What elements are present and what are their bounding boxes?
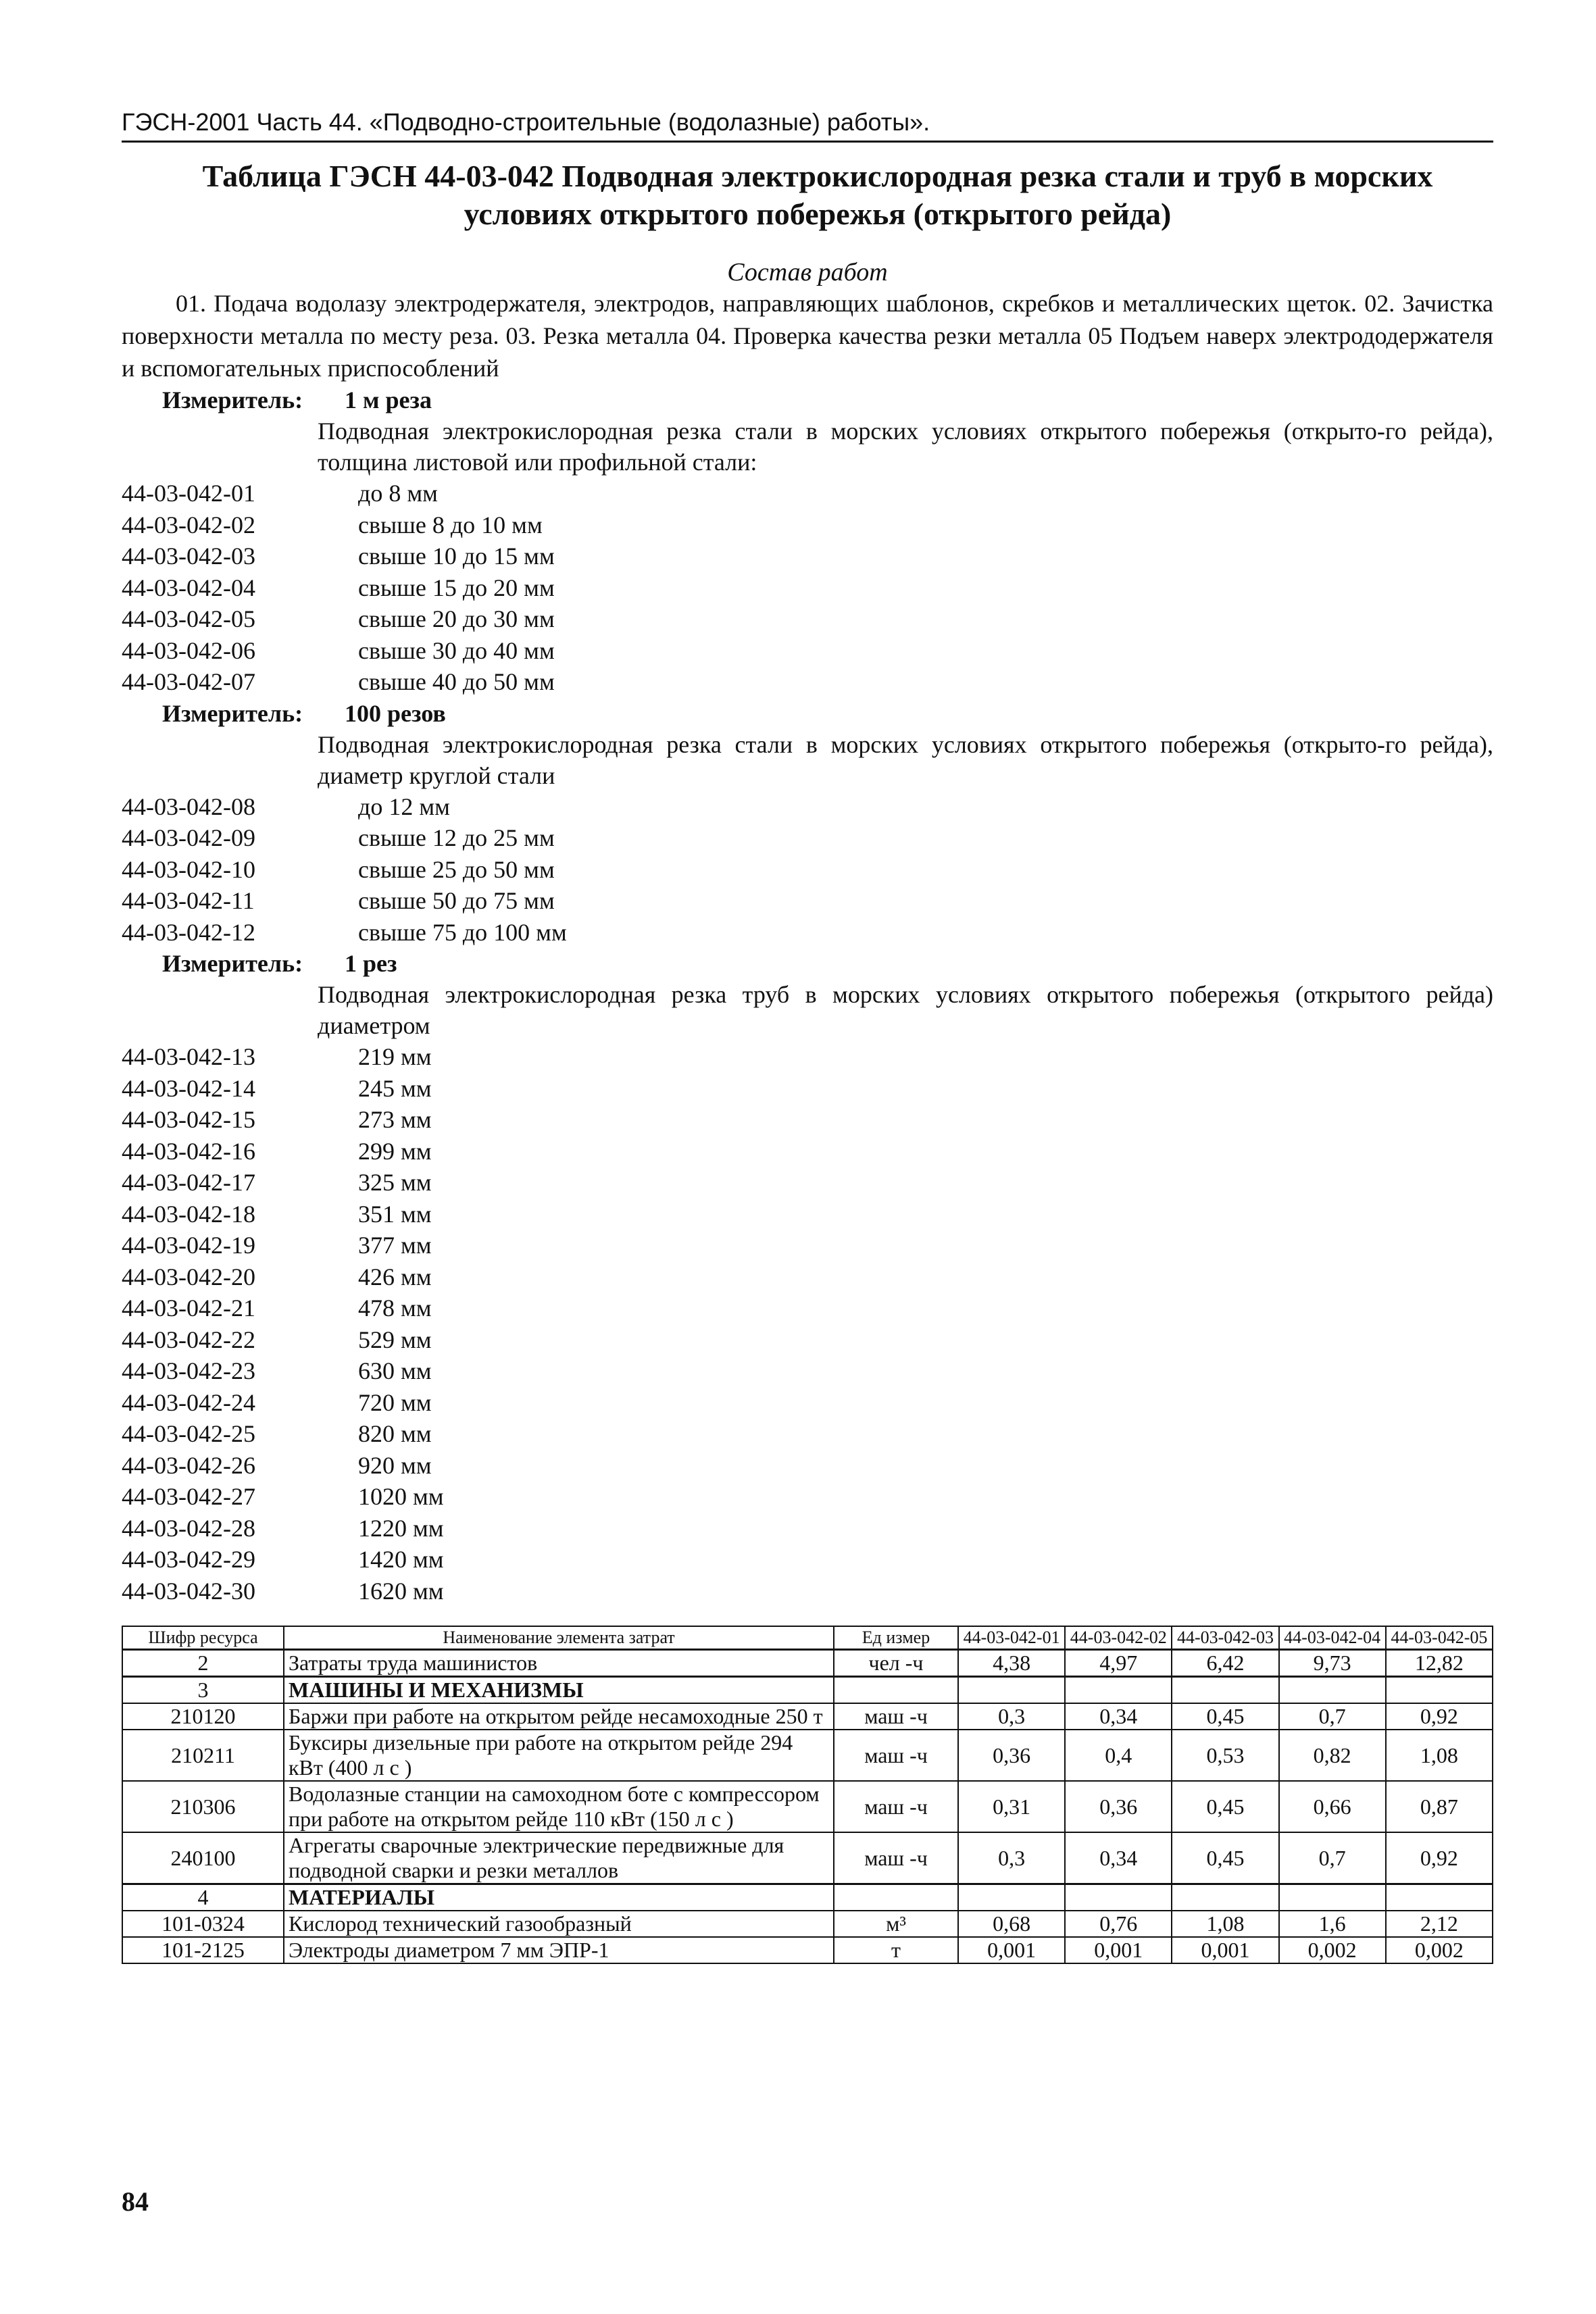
norm-row: [122, 854, 1493, 886]
resource-code: 101-0324: [122, 1911, 284, 1937]
norm-row: [122, 1481, 1493, 1513]
norm-code: 44-03-042-24: [122, 1388, 255, 1416]
norm-code: 44-03-042-20: [122, 1263, 255, 1290]
resource-name: Кислород технический газообразный: [284, 1911, 834, 1937]
norm-text: 820 мм: [358, 1420, 432, 1447]
norm-row: [122, 885, 1493, 917]
table-header-cell: Шифр ресурса: [122, 1626, 284, 1650]
norm-row: [122, 1418, 1493, 1450]
measure-label: Измеритель:: [162, 699, 303, 727]
norm-code: 44-03-042-17: [122, 1169, 255, 1196]
value-cell: 0,31: [958, 1781, 1065, 1832]
value-cell: 0,4: [1065, 1730, 1172, 1781]
value-cell: 0,3: [958, 1703, 1065, 1730]
norm-row: [122, 1450, 1493, 1482]
unit-cell: [834, 1677, 958, 1704]
works-heading: Состав работ: [727, 258, 888, 286]
norm-text: 426 мм: [358, 1263, 432, 1290]
value-cell: 6,42: [1172, 1650, 1278, 1677]
norm-description: Подводная электрокислородная резка стали в морских условиях открытого побережья (открыто-го рейда), толщина листовой или профильной стали:: [318, 418, 1493, 476]
norm-code: 44-03-042-03: [122, 543, 255, 570]
norm-text: 720 мм: [358, 1388, 432, 1416]
measure-value: 100 резов: [345, 699, 446, 727]
norm-row: [122, 1576, 1493, 1607]
unit-cell: маш -ч: [834, 1832, 958, 1884]
value-cell: 0,002: [1279, 1937, 1386, 1963]
norm-code: 44-03-042-16: [122, 1137, 255, 1165]
resource-code: 210306: [122, 1781, 284, 1832]
value-cell: [1279, 1884, 1386, 1911]
resource-code: 4: [122, 1884, 284, 1911]
unit-cell: маш -ч: [834, 1730, 958, 1781]
measure-line: [162, 948, 1493, 979]
norm-code: 44-03-042-07: [122, 668, 255, 695]
value-cell: 0,82: [1279, 1730, 1386, 1781]
table-header-cell: Ед измер: [834, 1626, 958, 1650]
norm-row: [122, 1041, 1493, 1073]
norm-code: 44-03-042-10: [122, 855, 255, 883]
norm-code: 44-03-042-04: [122, 574, 255, 601]
value-cell: [1065, 1884, 1172, 1911]
norm-text: 920 мм: [358, 1451, 432, 1479]
value-cell: [958, 1677, 1065, 1704]
value-cell: 0,92: [1386, 1703, 1493, 1730]
title-line-2: условиях открытого побережья (открытого рейда): [464, 197, 1172, 231]
value-cell: 1,08: [1386, 1730, 1493, 1781]
value-cell: 0,45: [1172, 1781, 1278, 1832]
value-cell: 0,36: [1065, 1781, 1172, 1832]
norm-code: 44-03-042-12: [122, 918, 255, 946]
norm-text: 529 мм: [358, 1326, 432, 1353]
norm-text: 299 мм: [358, 1137, 432, 1165]
norm-code: 44-03-042-09: [122, 824, 255, 851]
norm-row: [122, 822, 1493, 854]
norm-code: 44-03-042-14: [122, 1074, 255, 1102]
norm-code: 44-03-042-15: [122, 1106, 255, 1133]
norm-text: 219 мм: [358, 1043, 432, 1070]
value-cell: 0,45: [1172, 1832, 1278, 1884]
table-header-cell: 44-03-042-01: [958, 1626, 1065, 1650]
value-cell: 2,12: [1386, 1911, 1493, 1937]
value-cell: [1386, 1677, 1493, 1704]
resource-name: Баржи при работе на открытом рейде несамоходные 250 т: [284, 1703, 834, 1730]
measure-value: 1 рез: [345, 950, 397, 977]
unit-cell: [834, 1884, 958, 1911]
norm-row: [122, 1292, 1493, 1324]
resource-code: 210120: [122, 1703, 284, 1730]
norm-row: [122, 1544, 1493, 1576]
table-row: [122, 1781, 1493, 1832]
norm-row: [122, 603, 1493, 635]
value-cell: [1172, 1677, 1278, 1704]
resource-code: 240100: [122, 1832, 284, 1884]
value-cell: 0,7: [1279, 1832, 1386, 1884]
norm-text: 1020 мм: [358, 1483, 444, 1510]
table-header-row: [122, 1626, 1493, 1650]
norm-code: 44-03-042-26: [122, 1451, 255, 1479]
norm-row: [122, 917, 1493, 949]
measure-line: [162, 384, 1493, 416]
value-cell: 9,73: [1279, 1650, 1386, 1677]
norm-code: 44-03-042-11: [122, 887, 255, 914]
table-header-cell: 44-03-042-02: [1065, 1626, 1172, 1650]
value-cell: 12,82: [1386, 1650, 1493, 1677]
norm-row: [122, 478, 1493, 509]
norm-row: [122, 1324, 1493, 1356]
norm-groups: [122, 384, 1493, 1607]
value-cell: 0,001: [958, 1937, 1065, 1963]
table-row: [122, 1884, 1493, 1911]
resource-code: 3: [122, 1677, 284, 1704]
norm-text: до 8 мм: [358, 480, 438, 507]
value-cell: [958, 1884, 1065, 1911]
norm-text: свыше 12 до 25 мм: [358, 824, 555, 851]
works-text: 01. Подача водолазу электродержателя, электродов, направляющих шаблонов, скребков и металлических щеток. 02. Зачистка поверхности металла по месту реза. 03. Резка металла 04. Проверка качества резки металла 05 Подъем наверх электрододержателя и вспомогательных приспособлений: [122, 290, 1493, 382]
norm-row: [122, 1073, 1493, 1105]
norm-row: [122, 666, 1493, 698]
norm-text: 377 мм: [358, 1232, 432, 1259]
norm-code: 44-03-042-25: [122, 1420, 255, 1447]
norm-row: [122, 1136, 1493, 1167]
norm-text: 273 мм: [358, 1106, 432, 1133]
norm-text: 1220 мм: [358, 1514, 444, 1542]
table-header-cell: 44-03-042-05: [1386, 1626, 1493, 1650]
norm-code: 44-03-042-13: [122, 1043, 255, 1070]
norm-text: свыше 10 до 15 мм: [358, 543, 555, 570]
norm-code: 44-03-042-23: [122, 1357, 255, 1384]
value-cell: 0,66: [1279, 1781, 1386, 1832]
norm-row: [122, 1167, 1493, 1199]
norm-code: 44-03-042-06: [122, 636, 255, 664]
running-header: ГЭСН-2001 Часть 44. «Подводно-строительные (водолазные) работы».: [122, 108, 1493, 143]
norm-text: свыше 75 до 100 мм: [358, 918, 567, 946]
norm-text: до 12 мм: [358, 793, 450, 820]
measure-line: [162, 698, 1493, 729]
norm-code: 44-03-042-21: [122, 1294, 255, 1322]
resource-name: Агрегаты сварочные электрические передвижные для подводной сварки и резки металлов: [284, 1832, 834, 1884]
value-cell: 0,36: [958, 1730, 1065, 1781]
resource-code: 2: [122, 1650, 284, 1677]
value-cell: [1386, 1884, 1493, 1911]
norm-description: Подводная электрокислородная резка труб в морских условиях открытого побережья (открытого рейда) диаметром: [318, 981, 1493, 1039]
norm-row: [122, 572, 1493, 604]
table-row: [122, 1730, 1493, 1781]
table-header-cell: 44-03-042-03: [1172, 1626, 1278, 1650]
resource-name: Электроды диаметром 7 мм ЭПР-1: [284, 1937, 834, 1963]
norm-code: 44-03-042-27: [122, 1483, 255, 1510]
table-body: [122, 1650, 1493, 1964]
table-header-cell: Наименование элемента затрат: [284, 1626, 834, 1650]
norm-row: [122, 540, 1493, 572]
unit-cell: т: [834, 1937, 958, 1963]
norm-text: 1420 мм: [358, 1546, 444, 1573]
norm-text: свыше 25 до 50 мм: [358, 855, 555, 883]
norm-code: 44-03-042-19: [122, 1232, 255, 1259]
norm-text: 1620 мм: [358, 1577, 444, 1605]
value-cell: 0,53: [1172, 1730, 1278, 1781]
measure-label: Измеритель:: [162, 950, 303, 977]
value-cell: 1,08: [1172, 1911, 1278, 1937]
norm-code: 44-03-042-18: [122, 1200, 255, 1228]
value-cell: 0,001: [1172, 1937, 1278, 1963]
norm-row: [122, 1387, 1493, 1419]
value-cell: 0,68: [958, 1911, 1065, 1937]
value-cell: 0,7: [1279, 1703, 1386, 1730]
norm-code: 44-03-042-01: [122, 480, 255, 507]
norm-code: 44-03-042-08: [122, 793, 255, 820]
value-cell: [1279, 1677, 1386, 1704]
norm-row: [122, 791, 1493, 823]
resource-code: 210211: [122, 1730, 284, 1781]
value-cell: 0,45: [1172, 1703, 1278, 1730]
value-cell: 0,34: [1065, 1703, 1172, 1730]
norm-row: [122, 1513, 1493, 1544]
norm-code: 44-03-042-30: [122, 1577, 255, 1605]
table-row: [122, 1703, 1493, 1730]
norm-text: 351 мм: [358, 1200, 432, 1228]
value-cell: 4,38: [958, 1650, 1065, 1677]
value-cell: 0,3: [958, 1832, 1065, 1884]
value-cell: [1172, 1884, 1278, 1911]
norm-row: [122, 1104, 1493, 1136]
norm-code: 44-03-042-05: [122, 605, 255, 632]
table-row: [122, 1832, 1493, 1884]
unit-cell: маш -ч: [834, 1703, 958, 1730]
resource-name: МАТЕРИАЛЫ: [284, 1884, 834, 1911]
table-header-cell: 44-03-042-04: [1279, 1626, 1386, 1650]
resource-table: [122, 1626, 1493, 1964]
norm-code: 44-03-042-02: [122, 511, 255, 538]
norm-code: 44-03-042-29: [122, 1546, 255, 1573]
unit-cell: маш -ч: [834, 1781, 958, 1832]
resource-name: Водолазные станции на самоходном боте с компрессором при работе на открытом рейде 110 кВт (150 л с ): [284, 1781, 834, 1832]
norm-text: свыше 50 до 75 мм: [358, 887, 555, 914]
resource-name: Затраты труда машинистов: [284, 1650, 834, 1677]
norm-text: свыше 40 до 50 мм: [358, 668, 555, 695]
value-cell: 0,76: [1065, 1911, 1172, 1937]
page-number: 84: [122, 2186, 149, 2217]
document-page: [122, 108, 1493, 1964]
norm-description: Подводная электрокислородная резка стали в морских условиях открытого побережья (открыто-го рейда), диаметр круглой стали: [318, 730, 1493, 789]
unit-cell: чел -ч: [834, 1650, 958, 1677]
table-title: [122, 157, 1493, 233]
value-cell: 0,002: [1386, 1937, 1493, 1963]
resource-code: 101-2125: [122, 1937, 284, 1963]
value-cell: 4,97: [1065, 1650, 1172, 1677]
table-row: [122, 1677, 1493, 1704]
value-cell: 0,001: [1065, 1937, 1172, 1963]
norm-row: [122, 635, 1493, 667]
table-row: [122, 1911, 1493, 1937]
value-cell: [1065, 1677, 1172, 1704]
norm-code: 44-03-042-28: [122, 1514, 255, 1542]
measure-value: 1 м реза: [345, 386, 432, 413]
norm-text: свыше 8 до 10 мм: [358, 511, 543, 538]
norm-code: 44-03-042-22: [122, 1326, 255, 1353]
value-cell: 0,87: [1386, 1781, 1493, 1832]
norm-row: [122, 1261, 1493, 1293]
norm-row: [122, 1355, 1493, 1387]
norm-row: [122, 1199, 1493, 1230]
resource-name: Буксиры дизельные при работе на открытом рейде 294 кВт (400 л с ): [284, 1730, 834, 1781]
norm-text: 245 мм: [358, 1074, 432, 1102]
norm-row: [122, 509, 1493, 541]
norm-text: свыше 15 до 20 мм: [358, 574, 555, 601]
unit-cell: м³: [834, 1911, 958, 1937]
title-line-1: Таблица ГЭСН 44-03-042 Подводная электрокислородная резка стали и труб в морских: [202, 159, 1433, 193]
norm-row: [122, 1230, 1493, 1261]
table-row: [122, 1650, 1493, 1677]
norm-text: 478 мм: [358, 1294, 432, 1322]
norm-text: свыше 30 до 40 мм: [358, 636, 555, 664]
norm-text: 325 мм: [358, 1169, 432, 1196]
value-cell: 0,92: [1386, 1832, 1493, 1884]
measure-label: Измеритель:: [162, 386, 303, 413]
resource-name: МАШИНЫ И МЕХАНИЗМЫ: [284, 1677, 834, 1704]
norm-text: свыше 20 до 30 мм: [358, 605, 555, 632]
table-row: [122, 1937, 1493, 1963]
norm-text: 630 мм: [358, 1357, 432, 1384]
value-cell: 1,6: [1279, 1911, 1386, 1937]
value-cell: 0,34: [1065, 1832, 1172, 1884]
